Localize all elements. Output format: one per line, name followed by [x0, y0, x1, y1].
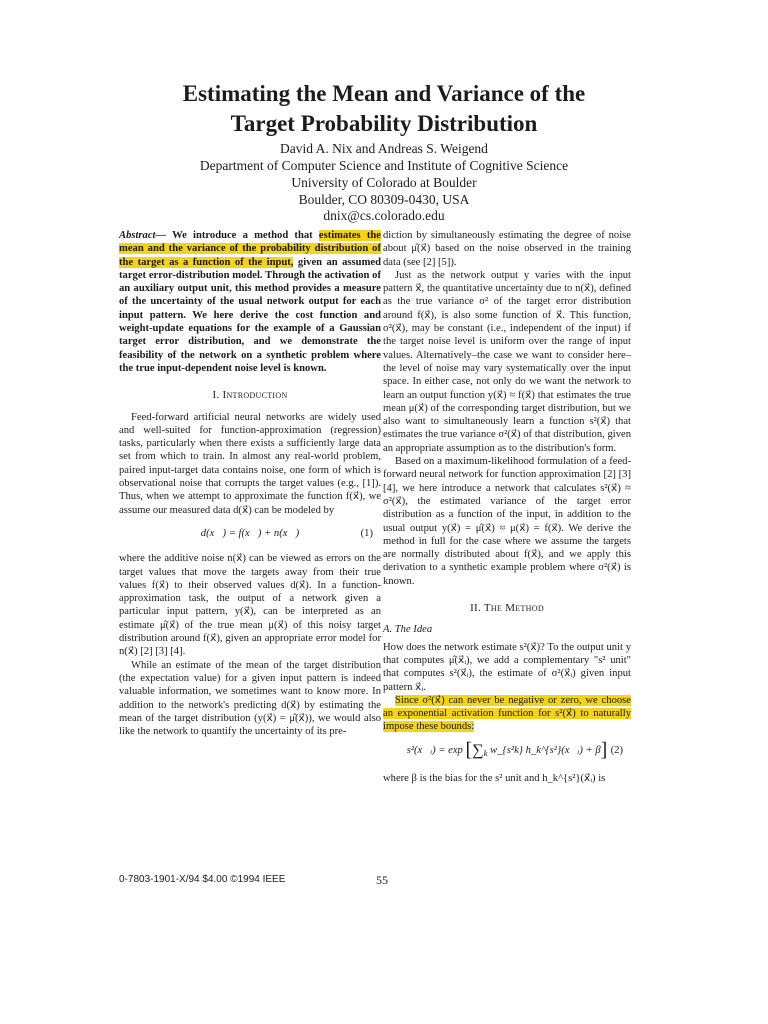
right-column — [383, 229, 631, 785]
subsection-heading-idea: A. The Idea — [383, 624, 433, 636]
equation-2-body: w_{s²k} h_k^{s²}(x⃗ᵢ) + β — [490, 744, 601, 756]
method-paragraph-1 — [383, 641, 631, 694]
authors: David A. Nix and Andreas S. Weigend — [280, 141, 488, 156]
sum-index: k — [483, 747, 488, 758]
abstract — [119, 229, 381, 375]
equation-2-number: (2) — [610, 744, 623, 756]
method-paragraph-3: where β is the bias for the s² unit and h_k^{s²}(x⃗ᵢ) is — [383, 773, 606, 785]
page-number: 55 — [376, 873, 388, 887]
abstract-label: Abstract— — [119, 230, 167, 241]
copyright-footer: 0-7803-1901-X/94 $4.00 ©1994 IEEE — [119, 874, 286, 885]
intro-paragraph-1-cont: where the additive noise n(x⃗) can be viewed as errors on the target values that move the targets away from their true values f(x⃗) to their observed values d(x⃗). In a function-approximation task, the output of a network given a particular input pattern, y(x⃗), can be interpreted as an estimate μ̂(x⃗) of the true mean μ(x⃗) of this noisy target distribution around f(x⃗), given an appropriate error model for n(x⃗) [2] [3] [4]. — [119, 553, 381, 658]
author-email: dnix@cs.colorado.edu — [323, 208, 445, 223]
bracket-open: [ — [465, 738, 473, 761]
affiliation-department: Department of Computer Science and Institute of Cognitive Science — [199, 158, 569, 173]
section-heading-method: II. The Method — [470, 602, 544, 615]
paper-title-line-1: Estimating the Mean and Variance of the — [182, 81, 586, 106]
abstract-rest: given an assumed target error-distribution model. Through the activation of an auxiliary output unit, this method provides a measure of the uncertainty of the usual network output for each input pattern. We here derive the cost function and weight-update equations for the example of a Gaussian target error distribution, and we demonstrate the feasibility of the network on a synthetic problem where the true input-dependent noise level is known. — [119, 256, 381, 374]
equation-1 — [119, 527, 381, 540]
left-column — [119, 229, 381, 738]
intro-paragraph-2: While an estimate of the mean of the target distribution (the expectation value) for a given input pattern is indeed valuable information, we sometimes want to know more. In addition to the network's predicting d(x⃗) by estimating the mean of the target distribution (y(x⃗) = μ̂(x⃗)), we would also like the network to quantify the uncertainty of its pre- — [119, 659, 381, 738]
affiliation-university: University of Colorado at Boulder — [291, 175, 477, 190]
equation-1-body: d(x⃗) = f(x⃗) + n(x⃗) — [200, 527, 300, 539]
paper-title-line-2: Target Probability Distribution — [230, 111, 538, 136]
bracket-close: ] — [600, 738, 608, 761]
right-paragraph-1: Just as the network output y varies with the input pattern x⃗, the quantitative uncertainty due to n(x⃗), defined as the true variance σ² of the target error distribution around f(x⃗), is also some function of x⃗. This function, σ²(x⃗), may be constant (i.e., independent of the input) if the target noise level is uniform over the range of input values. Alternatively–the case we want to consider here–the level of noise may vary systematically over the input space. In either case, not only do we want the network to learn an output function y(x⃗) ≈ f(x⃗) that estimates the true mean μ(x⃗) of the corresponding target distribution, but we also want to simultaneously learn a function s²(x⃗) that estimates the true variance σ²(x⃗) of that distribution, given an appropriate assumption as to the distribution's form. — [383, 269, 631, 454]
affiliation-address: Boulder, CO 80309-0430, USA — [298, 192, 470, 207]
equation-2-left: s²(x⃗ᵢ) = exp — [406, 744, 463, 756]
method-paragraph-1-text: How does the network estimate s²(x⃗)? To the output unit y that computes μ̂(x⃗ᵢ), we add a complementary "s² unit" that computes s²(x⃗ᵢ), the estimate of σ²(x⃗ᵢ) given input pattern x⃗ᵢ. — [383, 641, 631, 693]
right-paragraph-0: diction by simultaneously estimating the degree of noise about μ̂(x⃗) based on the noise observed in the training data (see [2] [5]). — [383, 230, 631, 268]
equation-2 — [383, 738, 631, 761]
section-heading-introduction: I. Introduction — [212, 389, 288, 402]
method-highlight: Since σ²(x⃗) can never be negative or zero, we choose an exponential activation function for s²(x⃗) to naturally impose these bounds: — [383, 694, 631, 733]
sum-symbol: ∑ — [472, 741, 484, 759]
method-paragraph-2 — [383, 694, 631, 734]
abstract-lead: We introduce a method that — [166, 230, 319, 241]
equation-1-number: (1) — [360, 527, 373, 539]
abstract-highlight: estimates the mean and the variance of the probability distribution of the target as a function of the input, — [119, 230, 381, 268]
intro-paragraph-1: Feed-forward artificial neural networks are widely used and well-suited for function-approximation (regression) tasks, particularly when there exists a sufficiently large data set from which to train. In almost any real-world problem, paired input-target data contains noise, one form of which is observational noise that corrupts the target values (e.g., [1]). Thus, when we attempt to approximate the function f(x⃗), we assume our measured data d(x⃗) can be modeled by — [119, 411, 381, 516]
right-paragraph-2: Based on a maximum-likelihood formulation of a feed-forward neural network for function approximation [2] [3] [4], we here introduce a network that calculates s²(x⃗) ≈ σ²(x⃗), the estimated variance of the target error distribution as a function of the input, in addition to the usual output y(x⃗) = μ̂(x⃗) ≈ μ(x⃗) = f(x⃗). We derive the method in full for the case where we assume the targets are normally distributed about f(x⃗), and we apply this derivation to a synthetic example problem where σ²(x⃗) is known. — [383, 456, 631, 587]
